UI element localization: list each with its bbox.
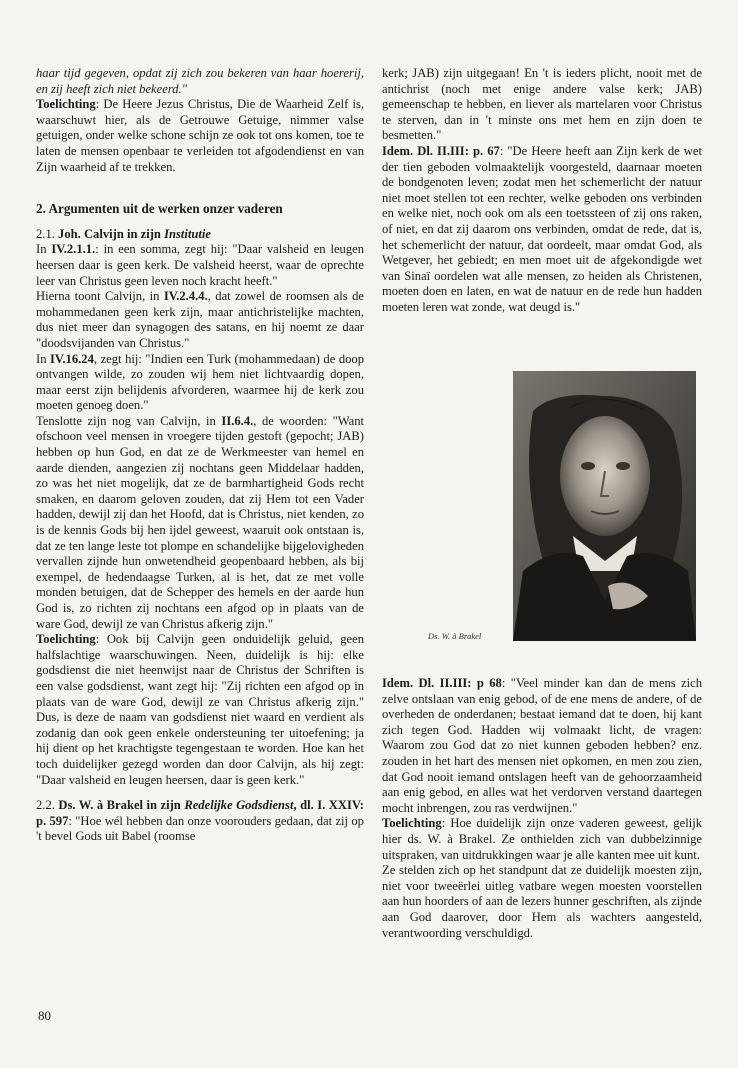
closing-paragraph: Ze stelden zich op het standpunt dat ze duidelijk moesten zijn, niet voor tweeërlei uitleg vatbare wegen moesten voorstellen aan hun hoorders of aan de lezers hunner geschriften, als zijnde aan God daarover, door Hem als wachters aangesteld, verantwoording verschuldigd. — [382, 863, 702, 940]
subsection-title: Ds. W. à Brakel in zijn — [58, 798, 185, 813]
reference: IV.2.4.4. — [163, 289, 208, 304]
subsection-title: Joh. Calvijn in zijn — [58, 226, 165, 241]
section-heading: 2. Argumenten uit de werken onzer vaderen — [36, 201, 283, 217]
brakel-portrait-photo — [513, 371, 696, 641]
subsection-brakel: 2.2. Ds. W. à Brakel in zijn Redelijke Godsdienst, dl. I. XXIV: p. 597: "Hoe wél hebben dan onze voorouders gedaan, dat zij op 't bevel Gods uit Babel (roomse — [36, 798, 364, 844]
brakel-paragraph-67: Idem. Dl. II.III: p. 67: "De Heere heeft aan Zijn kerk de wet der tien geboden volmaaktelijk voorgesteld, daarnaar moeten de bondgenoten leven; zodat men het schemerlicht der natuur niet moet stellen tot een rechter, welke geboden ons verbinden en welke niet, noch ook om als een toetssteen of zij ons raken, of niet, en dat zij daarom ons verbinden, omdat de rede, dat is, het schemerlicht der natuur, dat oordeelt, maar omdat God, als Wetgever, het gebiedt; en men moet uit de afgekondigde wet van Sinaï oordelen wat alle mensen, zo heiden als Christenen, moeten doen en laten, en wat de natuur en de rede hun hadden moeten leren wat zonde, wat deugd is." — [382, 143, 702, 314]
toelichting-label: Toelichting — [36, 632, 96, 647]
reference: IV.2.1.1. — [51, 242, 96, 257]
calvijn-paragraph-3: In IV.16.24, zegt hij: "Indien een Turk (mohammedaan) de doop ontvangen wilde, zo zouden wij hem niet lichtvaardig dopen, maar eerst zijn belijdenis afvorderen, waarmee hij de kerk zou moeten genoeg doen." — [36, 351, 365, 413]
right-column-lower — [382, 676, 702, 941]
page-number: 80 — [38, 1008, 51, 1023]
subsection-work: Redelijke Godsdienst — [184, 798, 294, 813]
toelichting-label: Toelichting — [36, 97, 96, 112]
subsection-calvijn-heading — [36, 227, 364, 243]
calvijn-paragraph-4: Tenslotte zijn nog van Calvijn, in II.6.4., de woorden: "Want ofschoon veel mensen in vroegere tijden gestoft (gepocht; JAB) hebben op hun God, en dat ze de Werkmeester van hemel en aarde dienden, aangezien zij nochtans geen Middelaar hadden, zo was het niet mogelijk, dat ze de barmhartigheid Gods recht smaken, en daarom geloven zouden, dat zij Hem tot een Vader hadden, dewijl zij dan het Hoofd, dat is Christus, niet kenden, zo is de kennis Gods bij hen ijdel geweest, waaruit ook ontstaan is, dat ze ten lange leste tot plompe en schandelijke bijgelovigheden vervallen zijnde hun onwetendheid geopenbaard hebben, als bij exempel, de hedendaagse Turken, al is het, dat ze met volle monden betuigen, dat de Schepper des hemels en der aarde hun God is, zo richten zij nochtans een afgod op in plaats van de ware God, dewijl ze van Christus afkerig zijn." — [36, 413, 364, 631]
subsection-work: Institutie — [164, 226, 211, 241]
calvijn-paragraph-1: In IV.2.1.1.: in een somma, zegt hij: "Daar valsheid en leugen heersen daar is geen kerk. De valsheid heerst, waar de oprechte leer van Christus geen leven noch kracht heeft." — [36, 242, 365, 288]
brakel-quote-continued: kerk; JAB) zijn uitgegaan! En 't is ieders plicht, nooit met de antichrist (noch met enige andere valse kerk; JAB) gemeenschap te hebben, en liever als martelaren voor Christus te sterven, dan in 't minste ons met hem en zijn doen te besmetten." — [382, 66, 702, 143]
intro-paragraph — [36, 66, 364, 175]
brakel-paragraph-68: Idem. Dl. II.III: p 68: "Veel minder kan dan de mens zich zelve ontslaan van enig gebod, of de ene mens de andere, of de overheden de onderdanen; bestaat iemand dat te doen, hij kant zich tegen God. Hadden wij volmaakt licht, de vragen: Waarom zou God dat zo niet kunnen geboden hebben? enz. zouden in het hart des mensen niet opkomen, en men zou zien, dat God nooit iemand ontslagen heeft van de gehoorzaamheid aan enig gebod, en alles wat het verdorven verstand daartegen mocht inbrengen, zou ras verdwijnen." — [382, 676, 702, 815]
calvijn-paragraph-2: Hierna toont Calvijn, in IV.2.4.4., dat zowel de roomsen als de mohammedanen geen kerk zijn, maar antichristelijke machten, dus niet meer dan synagogen des satans, en hij noemt ze daar "doodsvijanden van Christus." — [36, 289, 364, 350]
quote-italic: haar tijd gegeven, opdat zij zich zou bekeren van haar hoererij, en zij heeft zich niet bekeerd." — [36, 66, 364, 96]
reference: IV.16.24 — [50, 351, 94, 366]
reference: Idem. Dl. II.III: p 68 — [382, 676, 502, 690]
brakel-toelichting: Toelichting: Hoe duidelijk zijn onze vaderen geweest, gelijk hier ds. W. à Brakel. Ze onthielden zich van dubbelzinnige uitspraken, van uitdrukkingen waar je alle kanten mee uit kunt. — [382, 816, 702, 862]
calvijn-toelichting: Toelichting: Ook bij Calvijn geen onduidelijk geluid, geen halfslachtige waarschuwingen. Neen, duidelijk is hij: elke godsdienst die niet heenwijst naar de Christus der Schriften is een valse godsdienst, want zegt hij: "Zij richten een afgod op in plaats van de ware God, dewijl ze van Christus afkerig zijn." Dus, is deze de naam van godsdienst niet waard en verdient als zodanig dan ook geen enkele ondersteuning ter uitoefening; ja hij dient op het krachtigste tegengestaan te worden. Hoe kan het toch duidelijker gezegd worden dan door Calvijn, als hij zegt: "Daar valsheid en leugen heersen, daar is geen kerk." — [36, 632, 364, 787]
reference: Idem. Dl. II.III: p. 67 — [382, 143, 500, 158]
toelichting-text: : De Heere Jezus Christus, Die de Waarheid Zelf is, waarschuwt hier, als de Getrouwe Getuige, nimmer valse getuigen, onder welke schone schijn ze ook tot ons komen, toe te laten de mensen openbaar te verleiden tot afgodendienst en van Zijn waarheid af te trekken. — [36, 97, 364, 174]
reference: , dl. I. XXIV: p. 597 — [36, 798, 364, 828]
reference: II.6.4. — [221, 413, 254, 428]
photo-caption: Ds. W. à Brakel — [428, 631, 482, 641]
toelichting-label: Toelichting — [382, 816, 442, 831]
left-column — [36, 66, 364, 845]
subsection-number: 2.2. — [36, 798, 59, 813]
right-column — [382, 66, 702, 316]
subsection-number: 2.1. — [36, 226, 59, 241]
